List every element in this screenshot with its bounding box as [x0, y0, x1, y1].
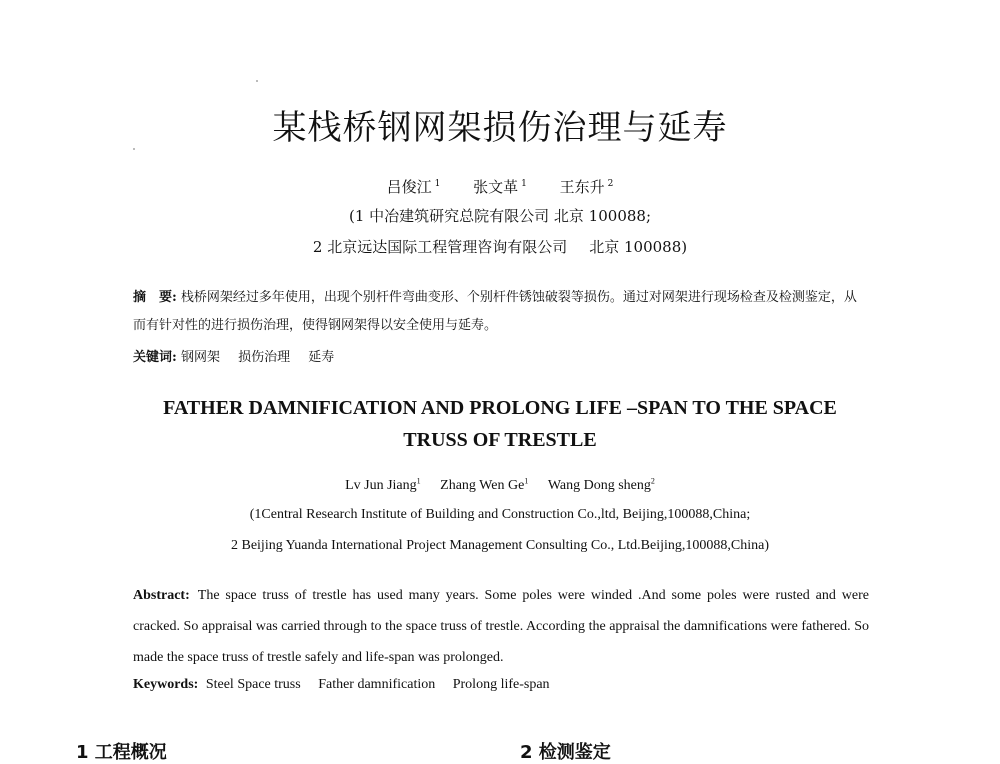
abstract-en-text: The space truss of trestle has used many years. Some poles were winded .And some poles were rusted and were cracked. So appraisal was carried through to the space truss of trestle. According the appraisal the damnifications were fathered. So made the space truss of trestle safely and life-span was prolonged. [133, 588, 869, 665]
title-english [0, 392, 1000, 456]
keywords-chinese [133, 346, 348, 365]
keywords-en-label: Keywords: [133, 677, 199, 692]
affiliation-en-1: (1Central Research Institute of Building and Construction Co.,ltd, Beijing,100088,China; [249, 507, 751, 522]
title-chinese: 某栈桥钢网架损伤治理与延寿 [272, 108, 728, 148]
author-cn-3: 王东升 $^2$ [559, 178, 614, 196]
affiliation-cn-2-org: 2 北京远达国际工程管理咨询有限公司 [312, 238, 568, 256]
keyword-en-3: Prolong life-span [452, 677, 550, 692]
title-en-line-2: TRUSS OF TRESTLE [403, 429, 597, 451]
section-heading-2: 2 检测鉴定 [520, 742, 611, 763]
keyword-cn-2: 损伤治理 [238, 350, 291, 365]
title-en-line-1: FATHER DAMNIFICATION AND PROLONG LIFE –SPAN TO THE SPACE [163, 397, 837, 419]
abstract-en-label: Abstract: [133, 588, 190, 603]
keyword-en-1: Steel Space truss [205, 677, 301, 692]
scan-speck [256, 80, 258, 82]
abstract-english [133, 580, 869, 673]
affiliation-cn-1: (1 中冶建筑研究总院有限公司 北京 100088; [348, 207, 652, 225]
authors-chinese [0, 176, 1000, 197]
author-en-3: Wang Dong sheng$^2$ [547, 476, 655, 493]
keyword-en-2: Father damnification [318, 677, 436, 692]
authors-english [0, 476, 1000, 494]
section-heading-1: 1 工程概况 [76, 742, 167, 763]
author-cn-2: 张文革 $^1$ [473, 178, 527, 196]
author-cn-1: 吕俊江 $^1$ [386, 178, 441, 196]
keywords-english [133, 677, 564, 693]
affiliation-en-2: 2 Beijing Yuanda International Project Management Consulting Co., Ltd.Beijing,100088,China) [230, 538, 769, 553]
keyword-cn-3: 延寿 [308, 350, 335, 365]
affiliation-cn-2 [0, 236, 1000, 257]
abstract-cn-label: 摘 要: [133, 290, 177, 305]
abstract-chinese [133, 284, 869, 340]
keywords-cn-label: 关键词: [133, 350, 177, 365]
abstract-cn-text: 栈桥网架经过多年使用，出现个别杆件弯曲变形、个别杆件锈蚀破裂等损伤。通过对网架进行现场检查及检测鉴定，从而有针对性的进行损伤治理，使得钢网架得以安全使用与延寿。 [133, 290, 857, 333]
author-en-1: Lv Jun Jiang$^1$ [345, 476, 421, 493]
keyword-cn-1: 钢网架 [180, 350, 220, 365]
author-en-2: Zhang Wen Ge$^1$ [440, 476, 529, 493]
affiliation-cn-2-loc: 北京 100088) [589, 238, 688, 256]
